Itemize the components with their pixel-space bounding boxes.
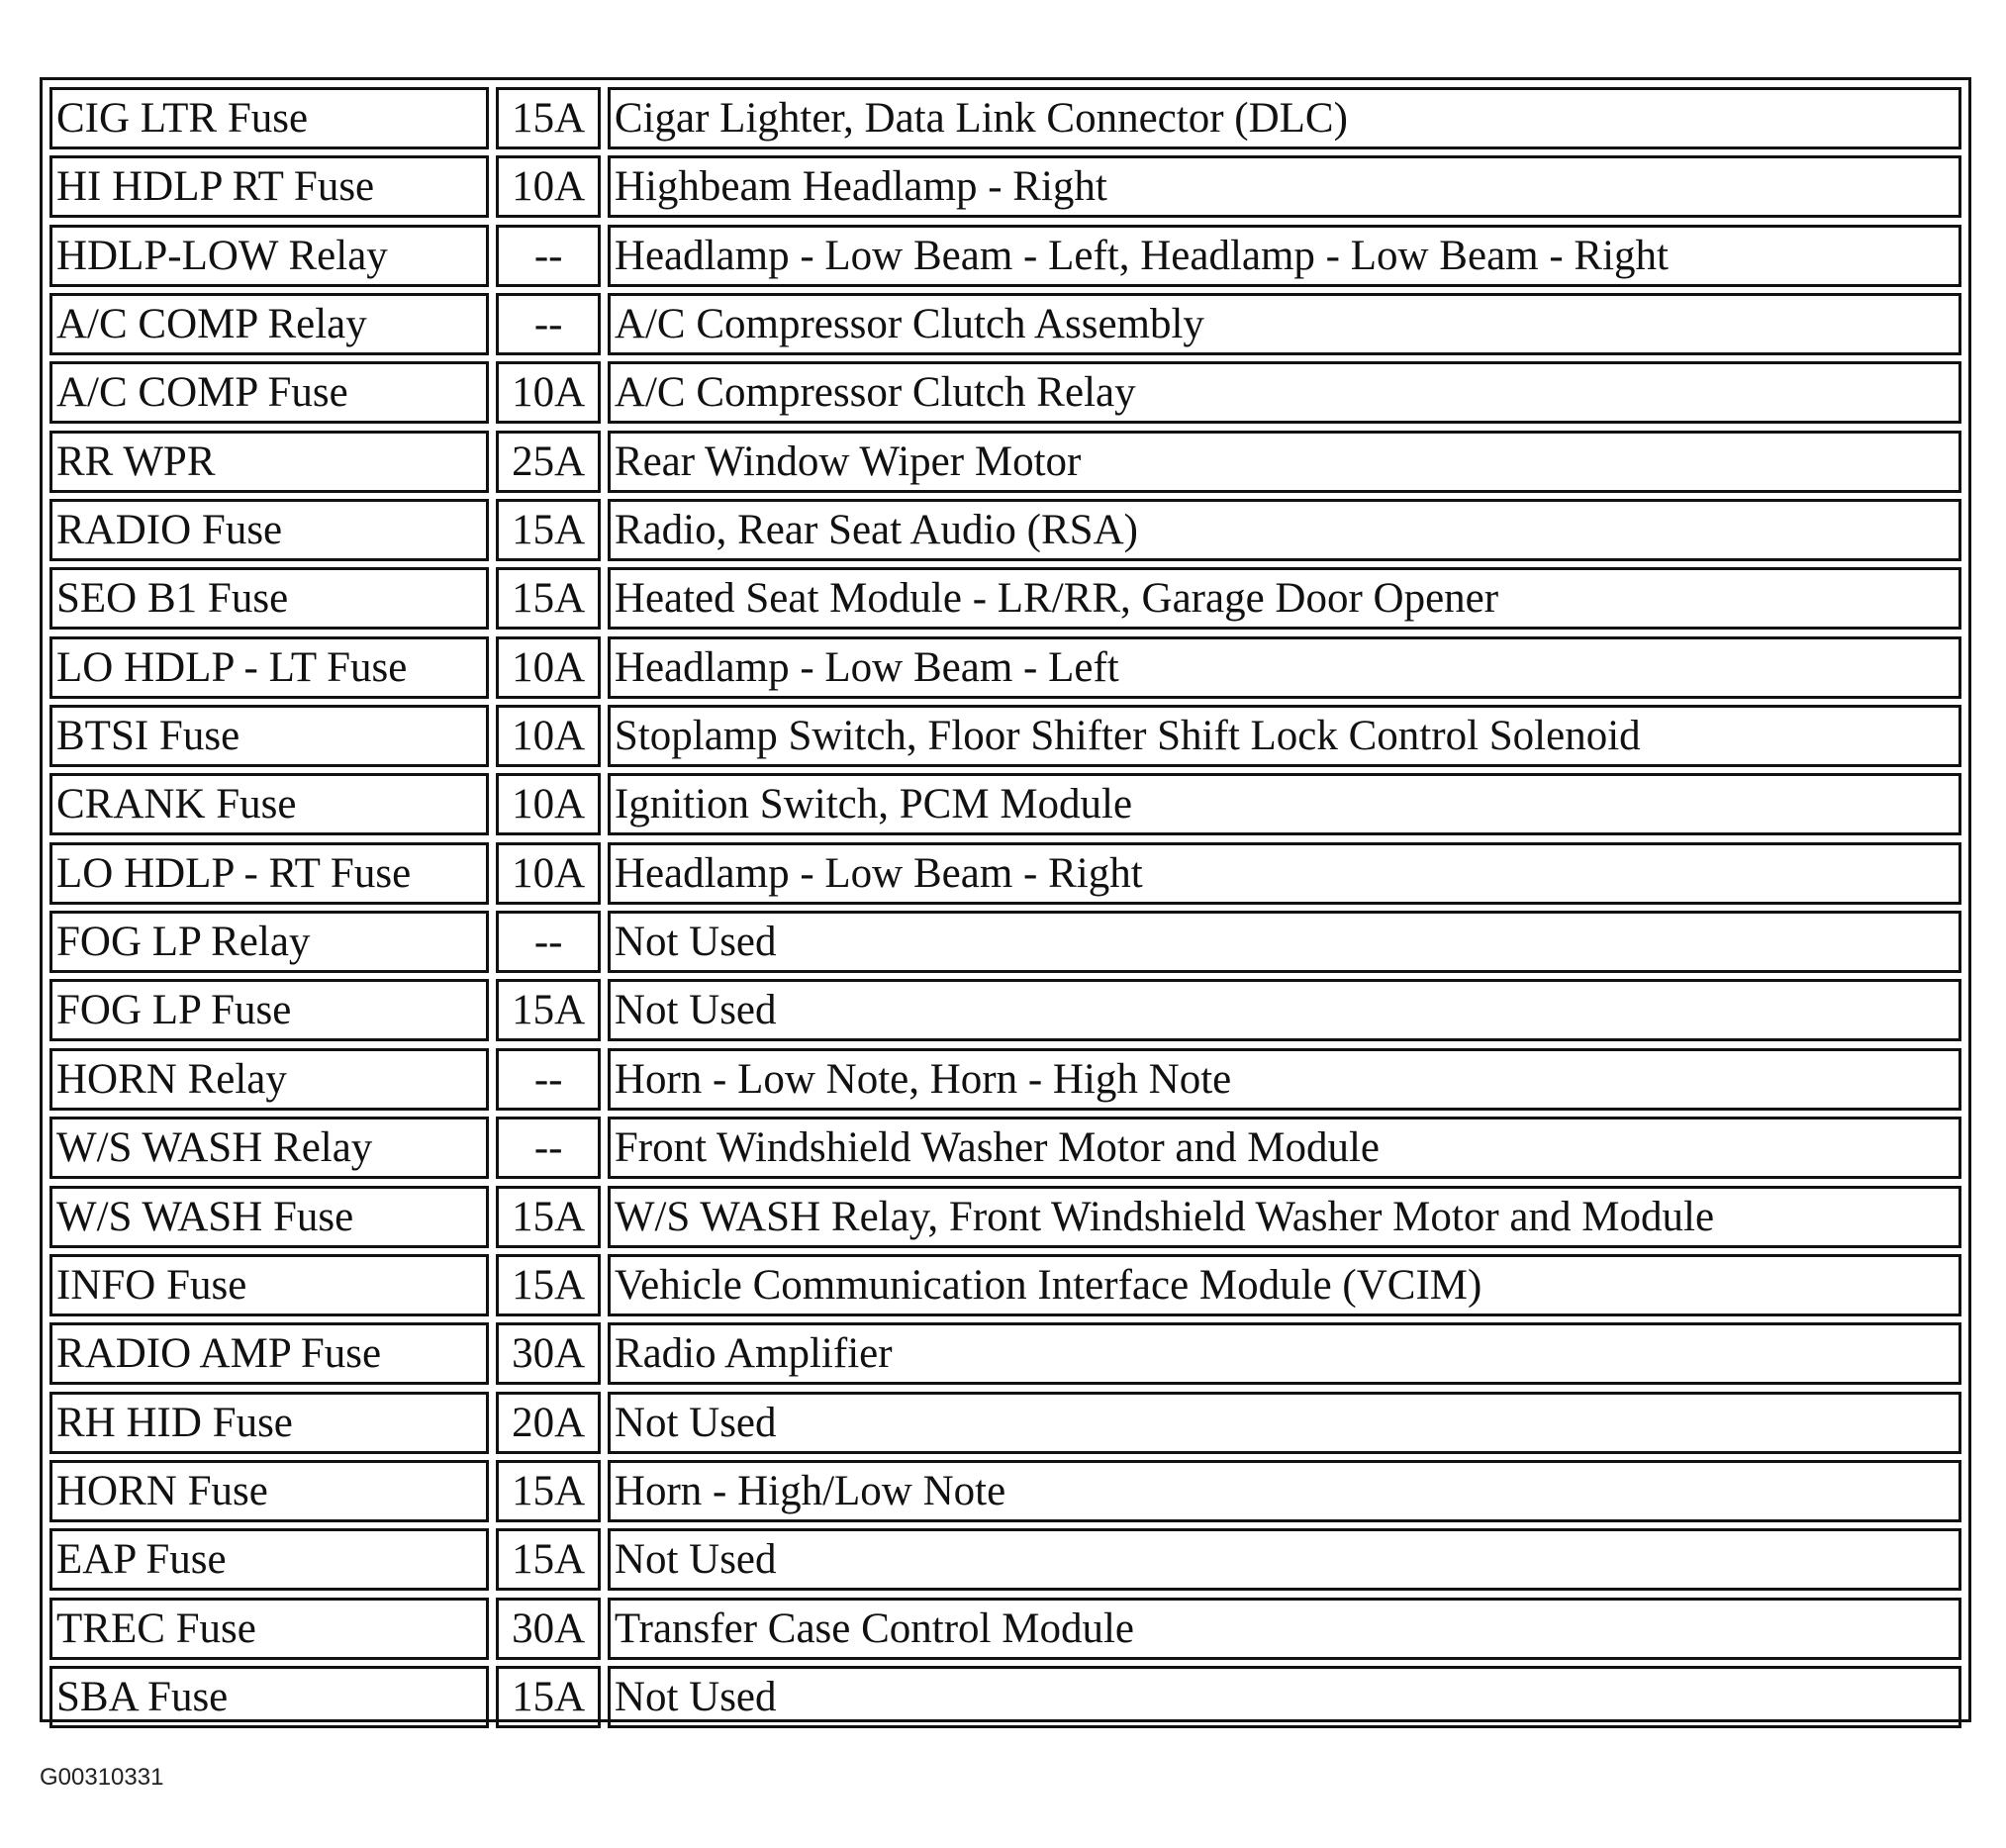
fuse-name-cell: HDLP-LOW Relay — [49, 225, 489, 287]
fuse-name-cell: A/C COMP Fuse — [49, 361, 489, 424]
fuse-name-cell: HI HDLP RT Fuse — [49, 155, 489, 218]
fuse-rating-cell: 15A — [496, 567, 600, 630]
fuse-rating-cell: 20A — [496, 1392, 600, 1454]
fuse-description-cell: A/C Compressor Clutch Assembly — [608, 293, 1961, 355]
fuse-name-cell: LO HDLP - RT Fuse — [49, 842, 489, 905]
fuse-description-cell: Not Used — [608, 979, 1961, 1041]
fuse-name-cell: FOG LP Fuse — [49, 979, 489, 1041]
table-row — [49, 361, 1961, 424]
table-row — [49, 1254, 1961, 1316]
fuse-rating-cell: 30A — [496, 1598, 600, 1660]
fuse-rating-cell: 10A — [496, 773, 600, 835]
fuse-description-cell: Highbeam Headlamp - Right — [608, 155, 1961, 218]
table-row — [49, 1186, 1961, 1248]
table-row — [49, 911, 1961, 973]
fuse-name-cell: SBA Fuse — [49, 1666, 489, 1728]
fuse-description-cell: Radio Amplifier — [608, 1322, 1961, 1385]
fuse-name-cell: HORN Fuse — [49, 1460, 489, 1522]
fuse-description-cell: Vehicle Communication Interface Module (VCIM) — [608, 1254, 1961, 1316]
fuse-rating-cell: -- — [496, 1117, 600, 1179]
fuse-rating-cell: 25A — [496, 431, 600, 493]
fuse-description-cell: Radio, Rear Seat Audio (RSA) — [608, 499, 1961, 561]
fuse-name-cell: W/S WASH Relay — [49, 1117, 489, 1179]
fuse-rating-cell: 15A — [496, 87, 600, 149]
table-row — [49, 705, 1961, 767]
fuse-name-cell: RR WPR — [49, 431, 489, 493]
fuse-description-cell: Not Used — [608, 1392, 1961, 1454]
table-row — [49, 842, 1961, 905]
fuse-rating-cell: 30A — [496, 1322, 600, 1385]
fuse-description-cell: W/S WASH Relay, Front Windshield Washer Motor and Module — [608, 1186, 1961, 1248]
table-row — [49, 636, 1961, 699]
fuse-description-cell: Headlamp - Low Beam - Left — [608, 636, 1961, 699]
table-row — [49, 499, 1961, 561]
table-row — [49, 1117, 1961, 1179]
fuse-description-cell: Ignition Switch, PCM Module — [608, 773, 1961, 835]
fuse-description-cell: Not Used — [608, 1666, 1961, 1728]
fuse-name-cell: RH HID Fuse — [49, 1392, 489, 1454]
fuse-rating-cell: 10A — [496, 842, 600, 905]
fuse-rating-cell: 15A — [496, 1460, 600, 1522]
fuse-description-cell: Not Used — [608, 911, 1961, 973]
fuse-rating-cell: -- — [496, 1048, 600, 1111]
table-row — [49, 1392, 1961, 1454]
fuse-name-cell: BTSI Fuse — [49, 705, 489, 767]
fuse-table — [40, 77, 1971, 1722]
fuse-name-cell: RADIO AMP Fuse — [49, 1322, 489, 1385]
fuse-description-cell: Stoplamp Switch, Floor Shifter Shift Lock Control Solenoid — [608, 705, 1961, 767]
table-row — [49, 567, 1961, 630]
table-row — [49, 1528, 1961, 1591]
fuse-description-cell: Not Used — [608, 1528, 1961, 1591]
fuse-name-cell: EAP Fuse — [49, 1528, 489, 1591]
fuse-name-cell: TREC Fuse — [49, 1598, 489, 1660]
fuse-rating-cell: -- — [496, 911, 600, 973]
fuse-rating-cell: 15A — [496, 979, 600, 1041]
fuse-name-cell: LO HDLP - LT Fuse — [49, 636, 489, 699]
table-row — [49, 155, 1961, 218]
table-row — [49, 225, 1961, 287]
table-row — [49, 87, 1961, 149]
fuse-rating-cell: -- — [496, 293, 600, 355]
fuse-rating-cell: 10A — [496, 705, 600, 767]
fuse-name-cell: RADIO Fuse — [49, 499, 489, 561]
fuse-description-cell: Horn - Low Note, Horn - High Note — [608, 1048, 1961, 1111]
fuse-rating-cell: 15A — [496, 1528, 600, 1591]
table-row — [49, 773, 1961, 835]
fuse-description-cell: Heated Seat Module - LR/RR, Garage Door Opener — [608, 567, 1961, 630]
fuse-name-cell: FOG LP Relay — [49, 911, 489, 973]
fuse-name-cell: A/C COMP Relay — [49, 293, 489, 355]
fuse-description-cell: Cigar Lighter, Data Link Connector (DLC) — [608, 87, 1961, 149]
fuse-rating-cell: 15A — [496, 1254, 600, 1316]
table-row — [49, 1048, 1961, 1111]
fuse-description-cell: Rear Window Wiper Motor — [608, 431, 1961, 493]
table-row — [49, 979, 1961, 1041]
fuse-rating-cell: 10A — [496, 155, 600, 218]
table-row — [49, 1598, 1961, 1660]
fuse-description-cell: Front Windshield Washer Motor and Module — [608, 1117, 1961, 1179]
fuse-name-cell: W/S WASH Fuse — [49, 1186, 489, 1248]
fuse-name-cell: CRANK Fuse — [49, 773, 489, 835]
table-row — [49, 1666, 1961, 1728]
table-row — [49, 1322, 1961, 1385]
fuse-description-cell: Headlamp - Low Beam - Right — [608, 842, 1961, 905]
table-row — [49, 431, 1961, 493]
fuse-rating-cell: 15A — [496, 1666, 600, 1728]
fuse-rating-cell: -- — [496, 225, 600, 287]
fuse-name-cell: CIG LTR Fuse — [49, 87, 489, 149]
fuse-rating-cell: 15A — [496, 499, 600, 561]
fuse-name-cell: HORN Relay — [49, 1048, 489, 1111]
fuse-description-cell: A/C Compressor Clutch Relay — [608, 361, 1961, 424]
fuse-description-cell: Headlamp - Low Beam - Left, Headlamp - Low Beam - Right — [608, 225, 1961, 287]
figure-id: G00310331 — [40, 1764, 164, 1791]
fuse-rating-cell: 10A — [496, 636, 600, 699]
fuse-name-cell: SEO B1 Fuse — [49, 567, 489, 630]
fuse-name-cell: INFO Fuse — [49, 1254, 489, 1316]
table-row — [49, 293, 1961, 355]
table-row — [49, 1460, 1961, 1522]
fuse-description-cell: Horn - High/Low Note — [608, 1460, 1961, 1522]
fuse-description-cell: Transfer Case Control Module — [608, 1598, 1961, 1660]
fuse-rating-cell: 15A — [496, 1186, 600, 1248]
fuse-table-rows — [49, 87, 1961, 1734]
fuse-rating-cell: 10A — [496, 361, 600, 424]
